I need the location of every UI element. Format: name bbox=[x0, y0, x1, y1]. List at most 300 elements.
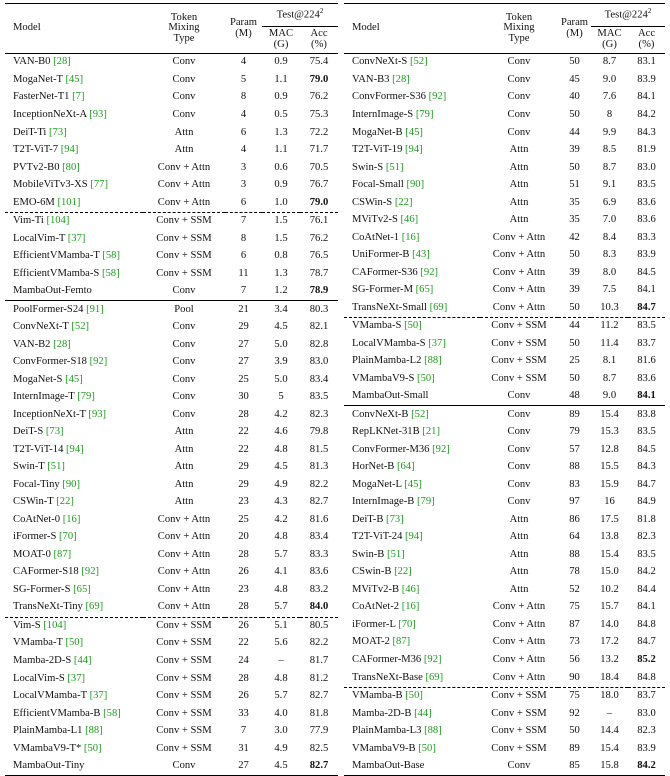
model-name: UniFormer-B bbox=[352, 249, 410, 261]
param-cell: 29 bbox=[238, 321, 249, 333]
model-name: T2T-ViT-7 bbox=[13, 144, 59, 156]
acc-cell: 83.9 bbox=[637, 73, 656, 85]
param-cell: 87 bbox=[569, 618, 580, 630]
mac-cell: 0.8 bbox=[274, 250, 288, 262]
model-name: Mamba-2D-B bbox=[352, 707, 412, 719]
acc-cell: 84.0 bbox=[309, 601, 329, 613]
param-cell: 20 bbox=[238, 531, 249, 543]
mac-cell: 5.7 bbox=[274, 548, 288, 560]
citation-link[interactable]: [50] bbox=[418, 742, 436, 754]
mac-cell: 4.8 bbox=[274, 583, 288, 595]
acc-cell: 83.8 bbox=[628, 406, 665, 424]
citation-link[interactable]: [50] bbox=[417, 372, 435, 384]
token-mixing-cell: Conv + SSM bbox=[156, 725, 212, 737]
model-name-cell bbox=[5, 688, 143, 706]
table-row bbox=[344, 740, 665, 758]
param-cell: 5 bbox=[240, 73, 247, 85]
acc-cell: 84.3 bbox=[637, 461, 656, 473]
citation-link[interactable]: [44] bbox=[414, 707, 432, 719]
model-name-cell bbox=[344, 370, 480, 388]
token-mixing-cell: Conv + Attn bbox=[157, 161, 211, 173]
model-name-cell bbox=[5, 617, 143, 635]
acc-cell: 82.3 bbox=[637, 531, 656, 543]
acc-cell: 79.8 bbox=[309, 426, 329, 438]
model-name: PlainMamba-L2 bbox=[352, 355, 422, 367]
citation-link[interactable]: [64] bbox=[397, 461, 415, 473]
param-cell: 28 bbox=[238, 601, 249, 613]
acc-cell: 84.3 bbox=[637, 126, 656, 138]
citation-link[interactable]: [73] bbox=[45, 426, 64, 438]
model-name: MambaOut-Tiny bbox=[13, 760, 85, 772]
model-name: PVTv2-B0 bbox=[13, 161, 60, 173]
acc-cell: 83.7 bbox=[637, 337, 656, 349]
citation-link[interactable]: [92] bbox=[420, 266, 439, 278]
table-row bbox=[344, 564, 665, 582]
table-row bbox=[344, 299, 665, 317]
citation-link[interactable]: [104] bbox=[43, 619, 67, 631]
model-name-cell bbox=[5, 212, 143, 230]
model-name: DeiT-B bbox=[352, 513, 384, 525]
citation-link[interactable]: [16] bbox=[401, 231, 420, 243]
mac-cell: 12.8 bbox=[600, 443, 619, 455]
acc-cell: 82.2 bbox=[309, 478, 329, 490]
acc-cell: 83.6 bbox=[309, 566, 329, 578]
acc-cell: 82.7 bbox=[309, 690, 329, 702]
param-cell: 26 bbox=[238, 690, 249, 702]
table-row bbox=[5, 371, 338, 389]
param-cell: 89 bbox=[558, 406, 591, 424]
table-row bbox=[5, 494, 338, 512]
param-cell: 6 bbox=[240, 196, 247, 208]
citation-link[interactable]: [46] bbox=[400, 214, 419, 226]
citation-link[interactable]: [22] bbox=[394, 196, 413, 208]
mac-cell: 4.1 bbox=[274, 566, 288, 578]
token-mixing-cell: Conv + Attn bbox=[492, 266, 546, 278]
model-name: T2T-ViT-14 bbox=[13, 443, 64, 455]
acc-cell: 76.7 bbox=[309, 179, 329, 191]
citation-link[interactable]: [70] bbox=[59, 531, 77, 543]
table-row bbox=[344, 687, 665, 705]
token-mixing-cell: Pool bbox=[143, 301, 225, 319]
model-name-cell bbox=[5, 265, 143, 283]
table-row bbox=[344, 194, 665, 212]
acc-cell: 81.8 bbox=[309, 707, 329, 719]
model-name-cell bbox=[344, 388, 480, 406]
citation-link[interactable]: [16] bbox=[62, 513, 81, 525]
table-row bbox=[344, 370, 665, 388]
citation-link[interactable]: [37] bbox=[67, 232, 86, 244]
citation-link[interactable]: [92] bbox=[423, 653, 442, 665]
mac-cell: 5.7 bbox=[274, 690, 288, 702]
mac-cell: 15.7 bbox=[600, 601, 619, 613]
param-cell: 50 bbox=[569, 249, 580, 261]
token-mixing-cell: Attn bbox=[174, 461, 194, 473]
param-cell: 44 bbox=[558, 317, 591, 335]
header-token-mixing: Token Mixing Type bbox=[143, 4, 225, 54]
table-row bbox=[344, 335, 665, 353]
mac-cell: 11.4 bbox=[600, 337, 619, 349]
model-name-cell bbox=[5, 529, 143, 547]
citation-link[interactable]: [22] bbox=[56, 496, 74, 508]
citation-link[interactable]: [51] bbox=[387, 548, 405, 560]
citation-link[interactable]: [79] bbox=[77, 391, 95, 403]
mac-cell: 8.0 bbox=[602, 266, 617, 278]
acc-cell: 72.2 bbox=[309, 126, 329, 138]
model-name-cell bbox=[344, 317, 480, 335]
citation-link[interactable]: [45] bbox=[404, 478, 422, 490]
header-param: Param (M) bbox=[225, 4, 262, 54]
acc-cell: 83.7 bbox=[628, 687, 665, 705]
mac-cell: 5.6 bbox=[274, 637, 288, 649]
citation-link[interactable]: [43] bbox=[412, 249, 430, 261]
citation-link[interactable]: [77] bbox=[90, 179, 109, 191]
citation-link[interactable]: [69] bbox=[429, 301, 448, 313]
header-token-mixing: Token Mixing Type bbox=[480, 4, 558, 54]
mac-cell: 4.9 bbox=[274, 742, 288, 754]
header-test: $Test@224^2$ bbox=[591, 4, 665, 27]
mac-cell: 4.3 bbox=[274, 496, 288, 508]
table-row bbox=[344, 669, 665, 687]
header-param: Param (M) bbox=[558, 4, 591, 54]
token-mixing-cell: Conv bbox=[507, 109, 531, 120]
table-row bbox=[5, 319, 338, 337]
param-cell: 3 bbox=[240, 179, 247, 191]
token-mixing-cell: Conv + Attn bbox=[157, 583, 211, 595]
model-name-cell bbox=[5, 389, 143, 407]
citation-link[interactable]: [88] bbox=[85, 725, 103, 737]
token-mixing-cell: Conv + Attn bbox=[157, 179, 211, 191]
model-name-cell bbox=[344, 335, 480, 353]
acc-cell: 84.4 bbox=[637, 583, 656, 595]
citation-link[interactable]: [79] bbox=[415, 109, 434, 120]
model-name-cell bbox=[344, 669, 480, 687]
token-mixing-cell: Attn bbox=[509, 566, 529, 578]
citation-link[interactable]: [73] bbox=[386, 513, 404, 525]
citation-link[interactable]: [52] bbox=[411, 408, 429, 420]
citation-link[interactable]: [65] bbox=[415, 284, 434, 296]
citation-link[interactable]: [91] bbox=[86, 303, 104, 315]
mac-cell: 4.2 bbox=[274, 513, 288, 525]
model-name-cell bbox=[5, 494, 143, 512]
table-row bbox=[5, 441, 338, 459]
token-mixing-cell: Conv + Attn bbox=[492, 301, 546, 313]
mac-cell: 9.9 bbox=[602, 126, 617, 138]
mac-cell: 15.9 bbox=[600, 478, 619, 490]
param-cell: 21 bbox=[225, 301, 262, 319]
citation-link[interactable]: [50] bbox=[405, 690, 423, 702]
citation-link[interactable]: [44] bbox=[73, 654, 92, 666]
table-row bbox=[344, 54, 665, 72]
citation-link[interactable]: [37] bbox=[89, 690, 108, 702]
citation-link[interactable]: [69] bbox=[425, 671, 444, 683]
citation-link[interactable]: [88] bbox=[424, 355, 442, 367]
param-cell: 50 bbox=[569, 109, 580, 120]
model-name: ConvNeXt-S bbox=[352, 56, 408, 68]
model-name-cell bbox=[344, 634, 480, 652]
param-cell: 45 bbox=[569, 73, 580, 85]
model-name: ConvNeXt-T bbox=[13, 321, 69, 333]
citation-link[interactable]: [50] bbox=[404, 320, 422, 332]
table-row bbox=[344, 89, 665, 107]
param-cell: 51 bbox=[569, 179, 580, 191]
mac-cell: 3.4 bbox=[262, 301, 300, 319]
table-row bbox=[344, 546, 665, 564]
param-cell: 39 bbox=[569, 144, 580, 156]
param-cell: 28 bbox=[238, 548, 249, 560]
model-name-cell bbox=[5, 635, 143, 653]
citation-link[interactable]: [50] bbox=[65, 637, 84, 649]
citation-link[interactable]: [16] bbox=[401, 601, 420, 613]
param-cell: 92 bbox=[569, 707, 580, 719]
table-row bbox=[5, 688, 338, 706]
citation-link[interactable]: [90] bbox=[406, 179, 425, 191]
mac-cell: 7.5 bbox=[602, 284, 617, 296]
model-name-cell bbox=[5, 354, 143, 372]
citation-link[interactable]: [94] bbox=[66, 443, 84, 455]
table-row bbox=[5, 354, 338, 372]
results-table-left bbox=[5, 3, 338, 776]
citation-link[interactable]: [45] bbox=[65, 73, 84, 85]
citation-link[interactable]: [93] bbox=[89, 109, 107, 120]
acc-cell: 76.2 bbox=[309, 232, 329, 244]
param-cell: 79 bbox=[569, 426, 580, 438]
token-mixing-cell: Conv + SSM bbox=[491, 742, 547, 754]
param-cell: 28 bbox=[238, 408, 249, 420]
mac-cell: 13.8 bbox=[600, 531, 619, 543]
token-mixing-cell: Conv bbox=[172, 408, 196, 420]
mac-cell: 3.9 bbox=[274, 356, 288, 368]
tables-container bbox=[5, 3, 665, 776]
header-mac: MAC (G) bbox=[591, 27, 628, 54]
acc-cell: 78.9 bbox=[309, 285, 329, 297]
acc-cell: 83.2 bbox=[309, 583, 329, 595]
citation-link[interactable]: [80] bbox=[62, 161, 80, 173]
table-row bbox=[5, 529, 338, 547]
mac-cell: – bbox=[606, 707, 613, 719]
mac-cell: 7.6 bbox=[602, 91, 617, 103]
table-row bbox=[5, 107, 338, 125]
token-mixing-cell: Conv + SSM bbox=[156, 232, 212, 244]
model-name: VMamba-T bbox=[13, 637, 63, 649]
token-mixing-cell: Conv bbox=[507, 461, 531, 473]
citation-link[interactable]: [58] bbox=[102, 250, 120, 262]
citation-link[interactable]: [90] bbox=[62, 478, 81, 490]
citation-link[interactable]: [51] bbox=[47, 461, 65, 473]
citation-link[interactable]: [69] bbox=[85, 601, 104, 613]
citation-link[interactable]: [70] bbox=[398, 618, 416, 630]
param-cell: 22 bbox=[238, 637, 249, 649]
acc-cell: 83.3 bbox=[637, 231, 656, 243]
citation-link[interactable]: [22] bbox=[394, 566, 412, 578]
token-mixing-cell: Conv + Attn bbox=[157, 513, 211, 525]
citation-link[interactable]: [101] bbox=[57, 196, 81, 208]
mac-cell: 15.4 bbox=[600, 548, 619, 560]
citation-link[interactable]: [28] bbox=[392, 73, 410, 85]
table-row bbox=[344, 317, 665, 335]
model-name-cell bbox=[344, 229, 480, 247]
param-cell: 11 bbox=[238, 267, 249, 279]
model-name-cell bbox=[5, 248, 143, 266]
token-mixing-cell: Conv + SSM bbox=[156, 742, 212, 754]
param-cell: 57 bbox=[569, 443, 580, 455]
param-cell: 27 bbox=[238, 338, 249, 350]
table-row bbox=[344, 353, 665, 371]
model-name-cell bbox=[344, 89, 480, 107]
token-mixing-cell: Attn bbox=[174, 126, 194, 138]
acc-cell: 84.7 bbox=[637, 636, 656, 648]
citation-link[interactable]: [87] bbox=[392, 636, 411, 648]
model-name: Swin-T bbox=[13, 461, 45, 473]
citation-link[interactable]: [46] bbox=[401, 583, 420, 595]
citation-link[interactable]: [50] bbox=[83, 742, 102, 754]
model-name-cell bbox=[5, 107, 143, 125]
table-row bbox=[5, 301, 338, 319]
model-name-cell bbox=[344, 424, 480, 442]
token-mixing-cell: Conv bbox=[507, 73, 531, 85]
model-name: InternImage-B bbox=[352, 496, 415, 508]
citation-link[interactable]: [88] bbox=[424, 725, 442, 737]
model-name: iFormer-S bbox=[13, 531, 57, 543]
citation-link[interactable]: [104] bbox=[46, 215, 70, 227]
acc-cell: 81.6 bbox=[309, 513, 329, 525]
citation-link[interactable]: [92] bbox=[89, 356, 108, 368]
param-cell: 29 bbox=[238, 478, 249, 490]
table-row bbox=[344, 511, 665, 529]
citation-link[interactable]: [45] bbox=[405, 126, 423, 138]
citation-link[interactable]: [94] bbox=[405, 531, 423, 543]
citation-link[interactable]: [51] bbox=[385, 161, 404, 173]
model-name: EfficientVMamba-T bbox=[13, 250, 100, 262]
mac-cell: 7.0 bbox=[602, 214, 617, 226]
header-acc: Acc (%) bbox=[300, 27, 338, 54]
citation-link[interactable]: [87] bbox=[53, 548, 72, 560]
table-row bbox=[5, 389, 338, 407]
model-name: CAFormer-S36 bbox=[352, 266, 418, 278]
token-mixing-cell: Conv + Attn bbox=[157, 566, 211, 578]
citation-link[interactable]: [52] bbox=[71, 321, 90, 333]
acc-cell: 75.3 bbox=[309, 109, 329, 120]
header-mac: MAC (G) bbox=[262, 27, 300, 54]
model-name: VAN-B2 bbox=[13, 338, 51, 350]
table-row bbox=[344, 212, 665, 230]
token-mixing-cell: Conv + SSM bbox=[156, 637, 212, 649]
model-name: ConvFormer-M36 bbox=[352, 443, 430, 455]
mac-cell: 5.1 bbox=[262, 617, 300, 635]
param-cell: 26 bbox=[238, 566, 249, 578]
acc-cell: 85.2 bbox=[637, 653, 656, 665]
param-cell: 4 bbox=[240, 109, 247, 120]
token-mixing-cell: Conv + SSM bbox=[156, 654, 212, 666]
token-mixing-cell: Conv bbox=[143, 54, 225, 72]
citation-link[interactable]: [73] bbox=[49, 126, 67, 138]
param-cell: 30 bbox=[238, 391, 249, 403]
citation-link[interactable]: [28] bbox=[53, 56, 71, 68]
model-name: TransNeXt-Small bbox=[352, 301, 427, 313]
param-cell: 88 bbox=[569, 461, 580, 473]
param-cell: 48 bbox=[569, 390, 580, 402]
citation-link[interactable]: [65] bbox=[73, 583, 91, 595]
model-name: Swin-B bbox=[352, 548, 385, 560]
model-name: CoAtNet-2 bbox=[352, 601, 400, 613]
model-name-cell bbox=[344, 54, 480, 72]
model-name: VMamba-S bbox=[352, 320, 402, 332]
mac-cell: 9.0 bbox=[602, 390, 617, 402]
token-mixing-cell: Conv + SSM bbox=[491, 707, 547, 719]
acc-cell: 81.8 bbox=[637, 513, 656, 525]
acc-cell: 76.1 bbox=[300, 212, 338, 230]
citation-link[interactable]: [92] bbox=[428, 91, 447, 103]
table-row bbox=[5, 142, 338, 160]
param-cell: 75 bbox=[558, 687, 591, 705]
model-name-cell bbox=[344, 687, 480, 705]
model-name-cell bbox=[5, 581, 143, 599]
acc-cell: 81.2 bbox=[309, 672, 329, 684]
token-mixing-cell: Conv bbox=[172, 91, 196, 103]
citation-link[interactable]: [28] bbox=[53, 338, 71, 350]
citation-link[interactable]: [58] bbox=[103, 707, 121, 719]
mac-cell: 13.2 bbox=[600, 653, 619, 665]
model-name: Mamba-2D-S bbox=[13, 654, 72, 666]
citation-link[interactable]: [94] bbox=[405, 144, 423, 156]
citation-link[interactable]: [52] bbox=[409, 56, 428, 68]
model-name-cell bbox=[344, 282, 480, 300]
table-row bbox=[5, 248, 338, 266]
citation-link[interactable]: [45] bbox=[65, 373, 83, 385]
model-name: Swin-S bbox=[352, 161, 384, 173]
citation-link[interactable]: [7] bbox=[72, 91, 85, 103]
token-mixing-cell: Conv bbox=[480, 406, 558, 424]
citation-link[interactable]: [21] bbox=[422, 426, 440, 438]
citation-link[interactable]: [94] bbox=[60, 144, 79, 156]
citation-link[interactable]: [92] bbox=[432, 443, 450, 455]
citation-link[interactable]: [37] bbox=[428, 337, 446, 349]
param-cell: 64 bbox=[569, 531, 580, 543]
acc-cell: 76.2 bbox=[309, 91, 329, 103]
model-name-cell bbox=[5, 283, 143, 301]
table-row bbox=[5, 194, 338, 212]
model-name-cell bbox=[344, 476, 480, 494]
citation-link[interactable]: [58] bbox=[101, 267, 120, 279]
token-mixing-cell: Conv bbox=[507, 126, 531, 138]
param-cell: 4 bbox=[225, 54, 262, 72]
acc-cell: 83.5 bbox=[637, 179, 656, 191]
table-row bbox=[5, 72, 338, 90]
token-mixing-cell: Conv + Attn bbox=[492, 671, 546, 683]
citation-link[interactable]: [92] bbox=[81, 566, 100, 578]
mac-cell: 15.4 bbox=[591, 406, 628, 424]
acc-cell: 76.5 bbox=[309, 250, 329, 262]
token-mixing-cell: Conv bbox=[143, 758, 225, 776]
table-row bbox=[344, 142, 665, 160]
acc-cell: 83.0 bbox=[637, 707, 656, 719]
citation-link[interactable]: [79] bbox=[417, 496, 435, 508]
citation-link[interactable]: [37] bbox=[67, 672, 86, 684]
token-mixing-cell: Attn bbox=[509, 548, 529, 560]
param-cell: 42 bbox=[569, 231, 580, 243]
param-cell: 7 bbox=[225, 212, 262, 230]
model-name-cell bbox=[5, 406, 143, 424]
model-name: InceptionNeXt-T bbox=[13, 408, 86, 420]
token-mixing-cell: Conv bbox=[480, 758, 558, 776]
model-name-cell bbox=[344, 72, 480, 90]
citation-link[interactable]: [93] bbox=[88, 408, 107, 420]
acc-cell: 84.9 bbox=[637, 496, 656, 508]
model-name-cell bbox=[5, 740, 143, 758]
acc-cell: 84.7 bbox=[637, 478, 656, 490]
token-mixing-cell: Conv + Attn bbox=[492, 249, 546, 261]
mac-cell: 8.7 bbox=[591, 54, 628, 72]
model-name: EfficientVMamba-B bbox=[13, 707, 101, 719]
